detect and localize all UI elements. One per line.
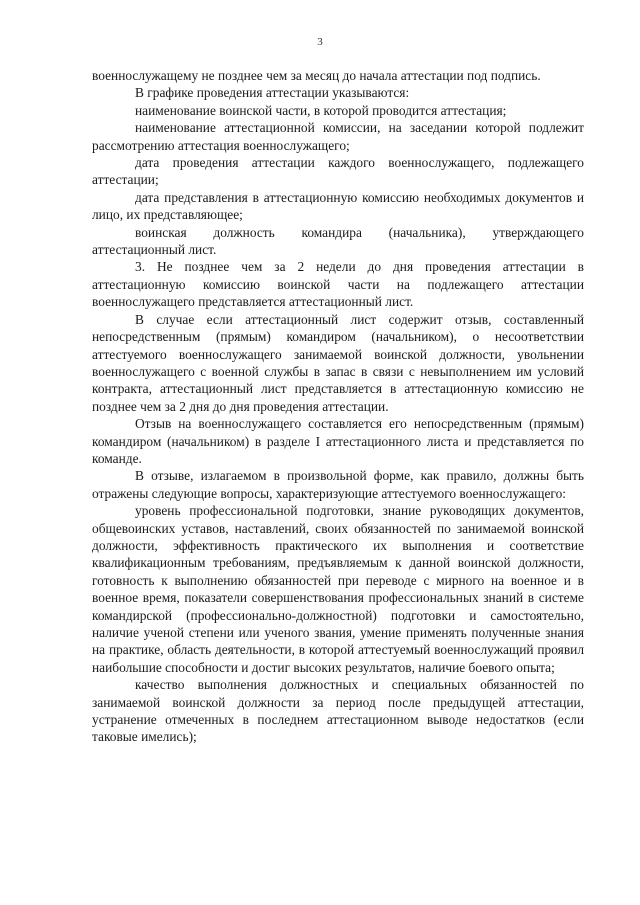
page-number: 3 (317, 36, 323, 48)
paragraph: В графике проведения аттестации указываются: (135, 85, 410, 101)
paragraph: дата проведения аттестации каждого военнослужащего, подлежащего аттестации; (92, 155, 584, 188)
paragraph: Отзыв на военнослужащего составляется его непосредственным (прямым) командиром (начальником) в разделе I аттестационного листа и представляется по команде. (92, 416, 584, 466)
paragraph: уровень профессиональной подготовки, знание руководящих документов, общевоинских уставов, наставлений, своих обязанностей по занимаемой воинской должности, эффективность практического их выполнения и соответствие квалификационным требованиям, предъявляемым к данной воинской должности, готовность к выполнению обязанностей при переводе с мирного на военное и в военное время, показатели совершенствования профессиональных знаний в системе командирской (профессионально-должностной) подготовки и самостоятельно, наличие ученой степени или ученого звания, умение применять полученные знания на практике, область деятельности, в которой аттестуемый военнослужащий проявил наибольшие способности и достиг высоких результатов, наличие боевого опыта; (92, 503, 584, 675)
paragraph: В случае если аттестационный лист содержит отзыв, составленный непосредственным (прямым) командиром (начальником), о несоответствии аттестуемого военнослужащего занимаемой воинской должности, увольнении военнослужащего с военной службы в запас в связи с невыполнением им условий контракта, аттестационный лист представляется в аттестационную комиссию не позднее чем за 2 дня до дня проведения аттестации. (92, 311, 584, 414)
paragraph: наименование аттестационной комиссии, на заседании которой подлежит рассмотрению аттестация военнослужащего; (92, 120, 584, 153)
document-body (92, 67, 584, 746)
paragraph: качество выполнения должностных и специальных обязанностей по занимаемой воинской должности за период после предыдущей аттестации, устранение отмеченных в последнем аттестационном выводе недостатков (если таковые имелись); (92, 677, 584, 745)
paragraph: наименование воинской части, в которой проводится аттестация; (135, 102, 507, 118)
paragraph: воинская должность командира (начальника), утверждающего аттестационный лист. (92, 224, 584, 258)
paragraph: дата представления в аттестационную комиссию необходимых документов и лицо, их представляющее; (92, 189, 584, 223)
paragraph: 3. Не позднее чем за 2 недели до дня проведения аттестации в аттестационную комиссию воинской части на подлежащего аттестации военнослужащего представляется аттестационный лист. (92, 259, 584, 310)
paragraph: В отзыве, излагаемом в произвольной форме, как правило, должны быть отражены следующие вопросы, характеризующие аттестуемого военнослужащего: (92, 468, 584, 501)
paragraph: военнослужащему не позднее чем за месяц до начала аттестации под подпись. (92, 68, 541, 83)
